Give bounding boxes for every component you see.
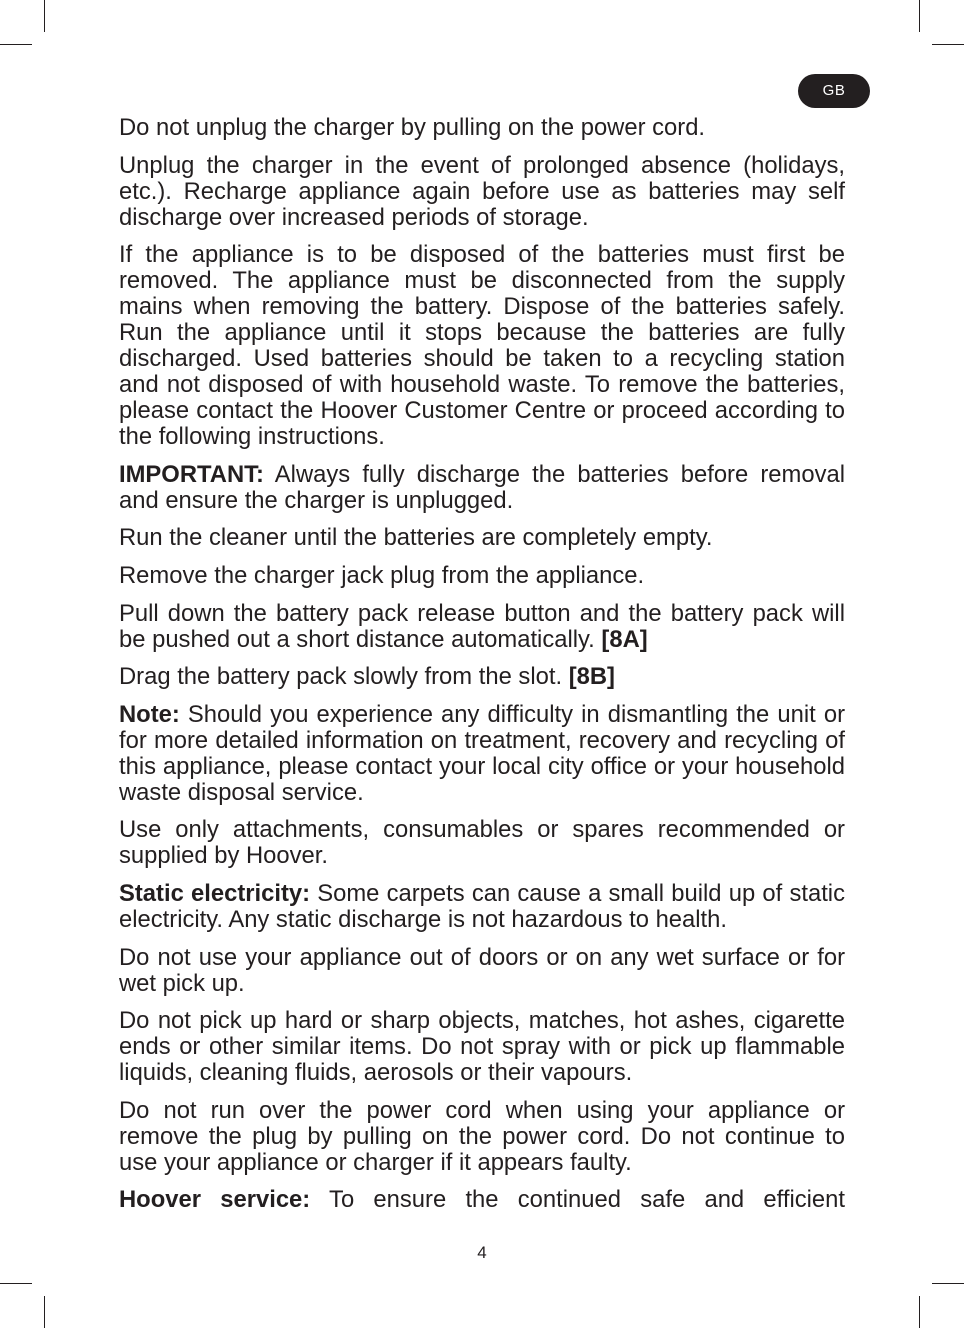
paragraph-remove-jack: Remove the charger jack plug from the appliance. xyxy=(119,561,645,589)
paragraph-note: Note: Should you experience any difficulty in dismantling the unit or for more detailed information on treatment, recovery and recycling of this appliance, please contact your local city office or your household waste disposal service. xyxy=(119,700,845,806)
paragraph-wet-surface: Do not use your appliance out of doors or on any wet surface or for wet pick up. xyxy=(119,943,845,997)
static-electricity-label: Static electricity: xyxy=(119,879,311,907)
important-label: IMPORTANT: xyxy=(119,460,264,488)
paragraph-static-electricity: Static electricity: Some carpets can cause a small build up of static electricity. Any static discharge is not hazardous to health. xyxy=(119,879,845,933)
hoover-service-label: Hoover service: xyxy=(119,1186,311,1214)
page-number: 4 xyxy=(477,1243,487,1262)
crop-mark-top-right-horizontal xyxy=(932,44,964,45)
paragraph-attachments: Use only attachments, consumables or spares recommended or supplied by Hoover. xyxy=(119,816,845,870)
document-body xyxy=(119,115,845,1225)
paragraph-prolonged-absence: Unplug the charger in the event of prolonged absence (holidays, etc.). Recharge appliance again before use as batteries may self discharge over increased periods of storage. xyxy=(119,151,845,231)
language-badge: GB xyxy=(798,74,870,108)
crop-mark-bottom-right-vertical xyxy=(919,1296,920,1328)
crop-mark-bottom-left-horizontal xyxy=(0,1283,32,1284)
paragraph-important: IMPORTANT: Always fully discharge the batteries before removal and ensure the charger is unplugged. xyxy=(119,460,845,514)
paragraph-hoover-service: Hoover service: To ensure the continued safe and efficient xyxy=(119,1186,845,1214)
crop-mark-top-left-vertical xyxy=(44,0,45,32)
paragraph-release-button: Pull down the battery pack release button and the battery pack will be pushed out a short distance automatically. [8A] xyxy=(119,599,845,653)
crop-mark-top-left-horizontal xyxy=(0,44,32,45)
paragraph-battery-disposal: If the appliance is to be disposed of the batteries must first be removed. The appliance must be disconnected from the supply mains when removing the battery. Dispose of the batteries safely. Run the appliance until it stops because the batteries are fully discharged. Used batteries should be taken to a recycling station and not disposed of with household waste. To remove the batteries, please contact the Hoover Customer Centre or proceed according to the following instructions. xyxy=(119,241,845,451)
paragraph-unplug-cord: Do not unplug the charger by pulling on the power cord. xyxy=(119,114,706,141)
figure-reference-8a: [8A] xyxy=(601,625,648,653)
crop-mark-bottom-left-vertical xyxy=(44,1296,45,1328)
paragraph-run-cleaner: Run the cleaner until the batteries are completely empty. xyxy=(119,524,713,552)
crop-mark-top-right-vertical xyxy=(919,0,920,32)
paragraph-hard-objects: Do not pick up hard or sharp objects, matches, hot ashes, cigarette ends or other similar items. Do not spray with or pick up flammable liquids, cleaning fluids, aerosols or their vapours. xyxy=(119,1007,845,1087)
note-label: Note: xyxy=(119,700,180,728)
crop-mark-bottom-right-horizontal xyxy=(932,1283,964,1284)
paragraph-drag-battery: Drag the battery pack slowly from the slot. [8B] xyxy=(119,663,615,691)
figure-reference-8b: [8B] xyxy=(568,663,615,691)
paragraph-power-cord: Do not run over the power cord when using your appliance or remove the plug by pulling on the power cord. Do not continue to use your appliance or charger if it appears faulty. xyxy=(119,1096,845,1176)
